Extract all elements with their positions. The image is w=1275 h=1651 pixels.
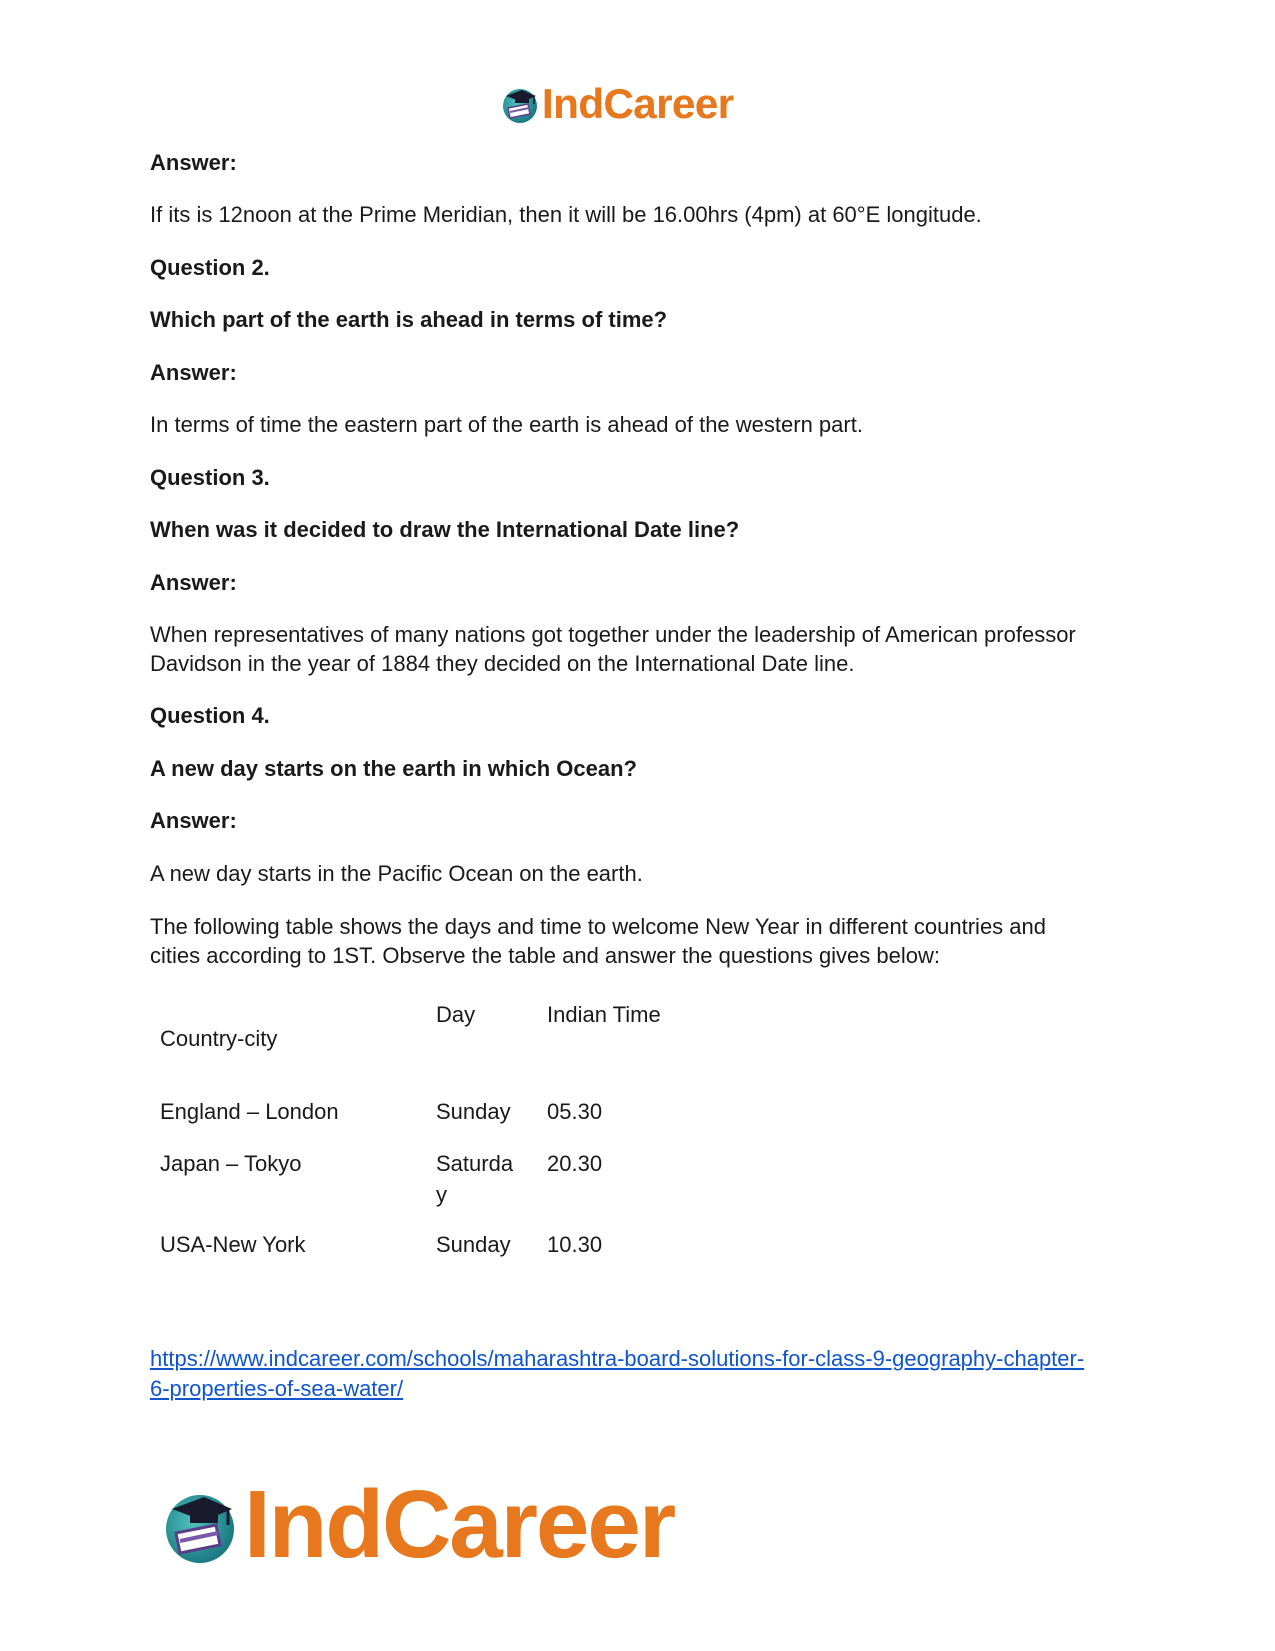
question-label: Question 3. — [150, 465, 270, 490]
answer-text: In terms of time the eastern part of the earth is ahead of the western part. — [150, 412, 863, 437]
table-cell-time: 05.30 — [547, 1099, 603, 1124]
graduation-cap-globe-icon — [160, 1485, 240, 1565]
table-header-time: Indian Time — [547, 1002, 661, 1027]
brand-wordmark: IndCareer — [542, 80, 734, 127]
source-link-line-1[interactable]: https://www.indcareer.com/schools/maharashtra-board-solutions-for-class-9-geography-chapter- — [150, 1346, 1085, 1371]
table-cell-day-line-2: y — [436, 1182, 447, 1207]
table-header-day: Day — [436, 1002, 476, 1027]
answer-label: Answer: — [150, 570, 237, 595]
answer-text-line-1: When representatives of many nations got together under the leadership of American professor — [150, 622, 1076, 647]
question-text: A new day starts on the earth in which Ocean? — [150, 756, 637, 781]
question-label: Question 4. — [150, 703, 270, 728]
intro-text-line-2: cities according to 1ST. Observe the table and answer the questions gives below: — [150, 943, 941, 968]
new-year-table — [150, 995, 1130, 1255]
answer-text: A new day starts in the Pacific Ocean on the earth. — [150, 861, 643, 886]
brand-wordmark: IndCareer — [244, 1471, 675, 1578]
intro-text-line-1: The following table shows the days and time to welcome New Year in different countries and — [150, 914, 1046, 939]
answer-label: Answer: — [150, 150, 237, 175]
table-cell-day: Sunday — [436, 1232, 511, 1257]
answer-label: Answer: — [150, 808, 237, 833]
brand-logo-bottom — [160, 1470, 674, 1580]
answer-label: Answer: — [150, 360, 237, 385]
graduation-cap-globe-icon — [500, 84, 540, 124]
answer-text: If its is 12noon at the Prime Meridian, then it will be 16.00hrs (4pm) at 60°E longitude. — [150, 202, 982, 227]
question-text: When was it decided to draw the International Date line? — [150, 517, 740, 542]
question-text: Which part of the earth is ahead in terms of time? — [150, 307, 668, 332]
source-link[interactable] — [150, 1344, 1130, 1404]
table-header-country: Country-city — [160, 1026, 278, 1051]
table-cell-day-line-1: Saturda — [436, 1151, 514, 1176]
table-cell-time: 20.30 — [547, 1151, 603, 1176]
table-cell-country: Japan – Tokyo — [160, 1151, 302, 1176]
table-cell-day: Sunday — [436, 1099, 511, 1124]
answer-text-line-2: Davidson in the year of 1884 they decided on the International Date line. — [150, 651, 855, 676]
source-link-line-2[interactable]: 6-properties-of-sea-water/ — [150, 1376, 404, 1401]
table-cell-country: USA-New York — [160, 1232, 306, 1257]
table-cell-country: England – London — [160, 1099, 339, 1124]
question-label: Question 2. — [150, 255, 270, 280]
table-cell-time: 10.30 — [547, 1232, 603, 1257]
brand-logo-top — [500, 80, 734, 128]
